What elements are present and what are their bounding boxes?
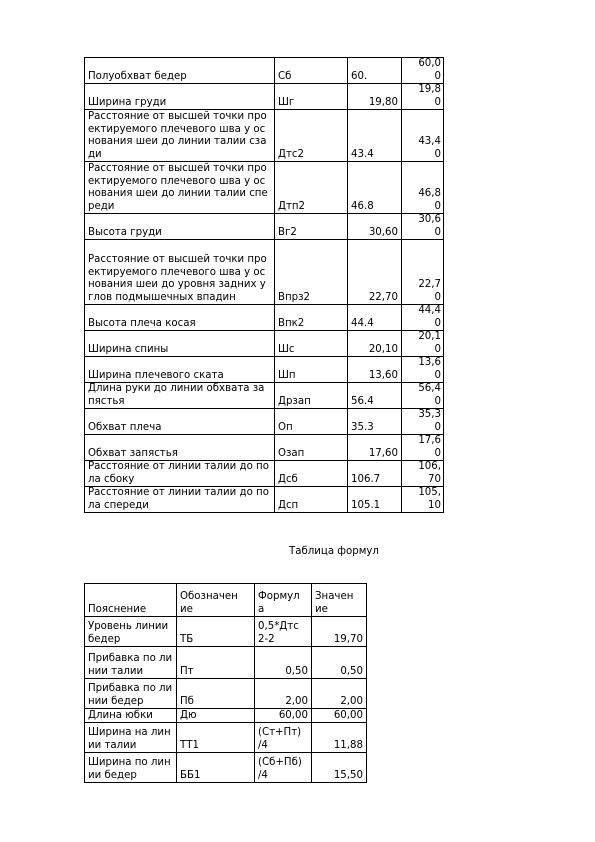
measurement-value-formatted: 46,8 0 [402, 162, 444, 214]
measurement-value-formatted: 17,6 0 [402, 435, 444, 461]
formula-row [85, 723, 367, 753]
measurement-row [85, 305, 444, 331]
formula-expression: (Сб+Пб) /4 [255, 753, 312, 783]
measurement-row [85, 240, 444, 305]
measurement-value: 20,10 [348, 331, 402, 357]
formula-symbol: Пб [177, 679, 255, 709]
formulas-header-row [85, 584, 367, 617]
measurement-name: Высота груди [85, 214, 275, 240]
formula-description: Длина юбки [85, 709, 177, 723]
measurement-name: Расстояние от линии талии до пола сбоку [85, 461, 275, 487]
formula-value: 15,50 [312, 753, 367, 783]
header-d: Значен ие [312, 584, 367, 617]
measurement-code: Впк2 [275, 305, 348, 331]
measurement-value: 56.4 [348, 383, 402, 409]
measurement-code: Шп [275, 357, 348, 383]
measurement-value: 19,80 [348, 84, 402, 110]
measurement-value-formatted: 20,1 0 [402, 331, 444, 357]
measurement-code: Вг2 [275, 214, 348, 240]
measurement-value-formatted: 30,6 0 [402, 214, 444, 240]
measurement-row [85, 162, 444, 214]
formulas-table [84, 583, 367, 783]
measurement-name: Расстояние от высшей точки проектируемого плечевого шва у основания шеи до линии талии сзади [85, 110, 275, 162]
measurement-name: Обхват запястья [85, 435, 275, 461]
measurement-value: 13,60 [348, 357, 402, 383]
measurement-value: 60. [348, 58, 402, 84]
formulas-body [85, 584, 367, 783]
measurement-row [85, 110, 444, 162]
formula-symbol: Дю [177, 709, 255, 723]
measurement-row [85, 461, 444, 487]
formula-value: 2,00 [312, 679, 367, 709]
header-b: Обозначен ие [177, 584, 255, 617]
formulas-caption: Таблица формул [289, 546, 379, 557]
measurement-name: Ширина плечевого ската [85, 357, 275, 383]
measurement-value-formatted: 56,4 0 [402, 383, 444, 409]
formula-symbol: ББ1 [177, 753, 255, 783]
formula-description: Прибавка по линии бедер [85, 679, 177, 709]
measurement-value-formatted: 60,0 0 [402, 58, 444, 84]
measurement-row [85, 487, 444, 513]
formula-value: 0,50 [312, 647, 367, 679]
measurement-value-formatted: 35,3 0 [402, 409, 444, 435]
measurement-row [85, 357, 444, 383]
measurement-value: 43.4 [348, 110, 402, 162]
header-c: Формул а [255, 584, 312, 617]
formula-expression: 0,50 [255, 647, 312, 679]
measurement-code: Дтс2 [275, 110, 348, 162]
measurement-code: Дтп2 [275, 162, 348, 214]
measurement-name: Ширина спины [85, 331, 275, 357]
formula-row [85, 679, 367, 709]
measurements-body [85, 58, 444, 513]
measurements-table [84, 57, 444, 513]
measurement-code: Оп [275, 409, 348, 435]
measurement-value: 105.1 [348, 487, 402, 513]
measurement-row [85, 331, 444, 357]
measurement-value: 106.7 [348, 461, 402, 487]
measurement-code: Шс [275, 331, 348, 357]
formula-description: Ширина на линии талии [85, 723, 177, 753]
measurement-value: 22,70 [348, 240, 402, 305]
measurement-code: Дсп [275, 487, 348, 513]
measurement-row [85, 409, 444, 435]
measurement-name: Расстояние от высшей точки проектируемого плечевого шва у основания шеи до линии талии спереди [85, 162, 275, 214]
measurement-value: 46.8 [348, 162, 402, 214]
formula-expression: 2,00 [255, 679, 312, 709]
measurement-code: Сб [275, 58, 348, 84]
measurement-value-formatted: 43,4 0 [402, 110, 444, 162]
formula-row [85, 617, 367, 647]
measurement-row [85, 383, 444, 409]
measurement-value: 30,60 [348, 214, 402, 240]
measurement-name: Полуобхват бедер [85, 58, 275, 84]
formula-symbol: ТТ1 [177, 723, 255, 753]
measurement-name: Высота плеча косая [85, 305, 275, 331]
formula-symbol: Пт [177, 647, 255, 679]
measurement-code: Впрз2 [275, 240, 348, 305]
measurement-name: Обхват плеча [85, 409, 275, 435]
header-a: Пояснение [85, 584, 177, 617]
formula-value: 11,88 [312, 723, 367, 753]
formula-row [85, 647, 367, 679]
formula-description: Прибавка по линии талии [85, 647, 177, 679]
measurement-value-formatted: 19,8 0 [402, 84, 444, 110]
measurement-code: Дрзап [275, 383, 348, 409]
measurement-name: Ширина груди [85, 84, 275, 110]
measurement-code: Шг [275, 84, 348, 110]
formula-row [85, 753, 367, 783]
formula-expression: (Ст+Пт) /4 [255, 723, 312, 753]
measurement-name: Расстояние от высшей точки проектируемого плечевого шва у основания шеи до уровня задних углов подмышечных впадин [85, 240, 275, 305]
measurement-value: 17,60 [348, 435, 402, 461]
measurement-code: Дсб [275, 461, 348, 487]
measurement-row [85, 435, 444, 461]
measurement-value: 35.3 [348, 409, 402, 435]
formula-expression: 60,00 [255, 709, 312, 723]
formula-symbol: ТБ [177, 617, 255, 647]
measurement-row [85, 214, 444, 240]
formula-value: 19,70 [312, 617, 367, 647]
measurement-name: Длина руки до линии обхвата запястья [85, 383, 275, 409]
measurement-value: 44.4 [348, 305, 402, 331]
measurement-value-formatted: 13,6 0 [402, 357, 444, 383]
formula-expression: 0,5*Дтс 2-2 [255, 617, 312, 647]
measurement-value-formatted: 22,7 0 [402, 240, 444, 305]
measurement-value-formatted: 105, 10 [402, 487, 444, 513]
measurement-row [85, 58, 444, 84]
measurement-code: Озап [275, 435, 348, 461]
formula-value: 60,00 [312, 709, 367, 723]
measurement-value-formatted: 44,4 0 [402, 305, 444, 331]
formula-description: Уровень линии бедер [85, 617, 177, 647]
formula-description: Ширина по линии бедер [85, 753, 177, 783]
formula-row [85, 709, 367, 723]
measurement-name: Расстояние от линии талии до пола спереди [85, 487, 275, 513]
measurement-value-formatted: 106, 70 [402, 461, 444, 487]
measurement-row [85, 84, 444, 110]
